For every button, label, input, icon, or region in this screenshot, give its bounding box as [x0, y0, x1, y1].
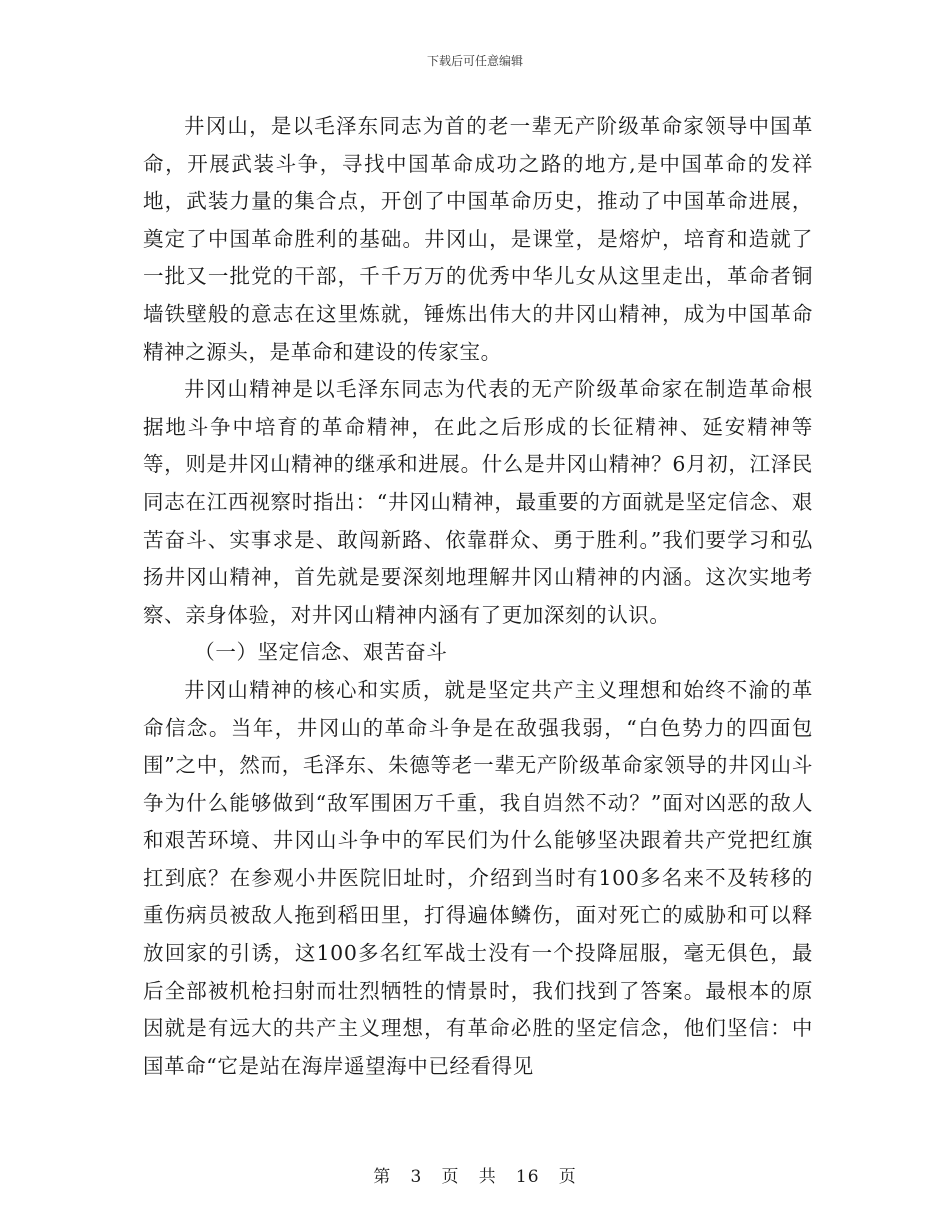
- page-header: 下载后可任意编辑: [426, 54, 523, 68]
- page-footer: [0, 1162, 950, 1187]
- footer-current-page: 3: [410, 1167, 423, 1187]
- footer-label-page: 第: [373, 1167, 392, 1187]
- paragraph-firm-belief: 井冈山精神的核心和实质，就是坚定共产主义理想和始终不渝的革命信念。当年，井冈山的革命斗争是在敌强我弱，“白色势力的四面包围”之中，然而，毛泽东、朱德等老一辈无产阶级革命家领导的井冈山斗争为什么能够做到“敌军围困万千重，我自岿然不动？”面对凶恶的敌人和艰苦环境、井冈山斗争中的军民们为什么能够坚决跟着共产党把红旗扛到底？在参观小井医院旧址时，介绍到当时有100多名来不及转移的重伤病员被敌人拖到稻田里，打得遍体鳞伤，面对死亡的威胁和可以释放回家的引诱，这100多名红军战士没有一个投降屈服，毫无俱色，最后全部被机枪扫射而壮烈牺牲的情景时，我们找到了答案。最根本的原因就是有远大的共产主义理想，有革命必胜的坚定信念，他们坚信：中国革命“它是站在海岸遥望海中已经看得见: [143, 677, 813, 1078]
- footer-label-total: 共: [478, 1167, 497, 1187]
- footer-total-pages: 16: [515, 1167, 540, 1187]
- paragraph-intro: 井冈山，是以毛泽东同志为首的老一辈无产阶级革命家领导中国革命，开展武装斗争，寻找中国革命成功之路的地方,是中国革命的发祥地，武装力量的集合点，开创了中国革命历史，推动了中国革命进展，奠定了中国革命胜利的基础。井冈山，是课堂，是熔炉，培育和造就了一批又一批党的干部，千千万万的优秀中华儿女从这里走出，革命者铜墙铁壁般的意志在这里炼就，锤炼出伟大的井冈山精神，成为中国革命精神之源头，是革命和建设的传家宝。: [143, 114, 813, 364]
- section-heading: （一）坚定信念、艰苦奋斗: [194, 640, 448, 665]
- footer-label-total-unit: 页: [558, 1167, 577, 1187]
- footer-label-page-unit: 页: [441, 1167, 460, 1187]
- document-body: [143, 108, 813, 1085]
- paragraph-spirit-definition: 井冈山精神是以毛泽东同志为代表的无产阶级革命家在制造革命根据地斗争中培育的革命精神，在此之后形成的长征精神、延安精神等等，则是井冈山精神的继承和进展。什么是井冈山精神？6月初，江泽民同志在江西视察时指出：“井冈山精神，最重要的方面就是坚定信念、艰苦奋斗、实事求是、敢闯新路、依靠群众、勇于胜利。”我们要学习和弘扬井冈山精神，首先就是要深刻地理解井冈山精神的内涵。这次实地考察、亲身体验，对井冈山精神内涵有了更加深刻的认识。: [143, 377, 813, 627]
